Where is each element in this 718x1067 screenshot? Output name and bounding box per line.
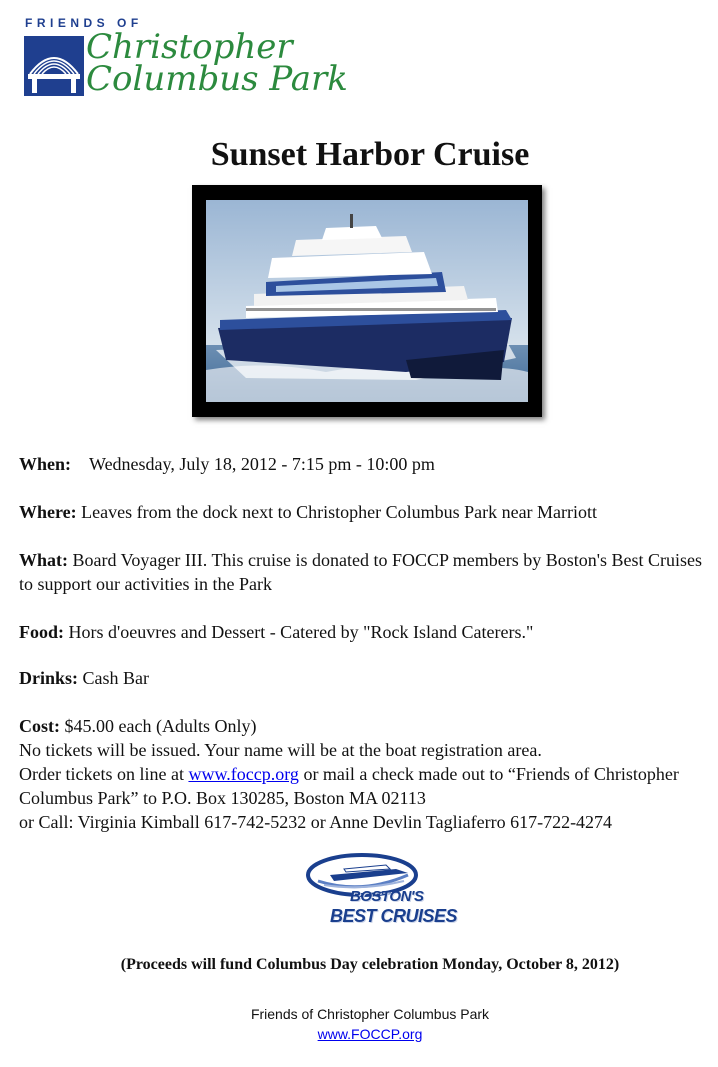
cost-row xyxy=(19,714,709,834)
logo-christopher: Christopher xyxy=(86,27,293,67)
bbc-logo-line1: BOSTON'S xyxy=(350,888,424,905)
logo-columbus-park: Columbus Park xyxy=(86,59,348,99)
call-text: or Call: Virginia Kimball 617-742-5232 or Anne Devlin Tagliaferro 617-722-4274 xyxy=(19,812,613,832)
bostons-best-cruises-logo xyxy=(304,851,458,931)
what-label: What: xyxy=(19,550,68,570)
what-row xyxy=(19,548,709,596)
foccp-link[interactable]: www.foccp.org xyxy=(188,764,299,784)
food-label: Food: xyxy=(19,622,64,642)
mail-text: or mail a check made out to “Friends of Christopher Columbus Park” to P.O. Box 130285, Boston MA 02113 xyxy=(19,764,679,808)
logo-friends-of: FRIENDS OF xyxy=(25,16,143,30)
food-row xyxy=(19,620,709,644)
drinks-row xyxy=(19,666,709,690)
drinks-text: Cash Bar xyxy=(82,668,150,688)
foccp-logo xyxy=(22,14,348,100)
footer-org-name: Friends of Christopher Columbus Park xyxy=(250,1006,490,1022)
cost-text: $45.00 each (Adults Only) xyxy=(64,716,257,736)
footer-url-link[interactable]: www.FOCCP.org xyxy=(317,1026,423,1042)
what-text: Board Voyager III. This cruise is donated to FOCCP members by Boston's Best Cruises to support our activities in the Park xyxy=(19,550,703,594)
boat-photo xyxy=(192,185,542,417)
bbc-logo-line2: BEST CRUISES xyxy=(330,906,458,926)
where-text: Leaves from the dock next to Christopher Columbus Park near Marriott xyxy=(81,502,598,522)
tickets-note: No tickets will be issued. Your name will be at the boat registration area. xyxy=(19,740,542,760)
when-label: When: xyxy=(19,454,72,474)
order-text: Order tickets on line at xyxy=(19,764,184,784)
when-text: Wednesday, July 18, 2012 - 7:15 pm - 10:00 pm xyxy=(89,454,435,474)
page-title: Sunset Harbor Cruise xyxy=(210,136,530,173)
where-row xyxy=(19,500,709,524)
where-label: Where: xyxy=(19,502,77,522)
park-pavilion-icon xyxy=(24,34,86,104)
drinks-label: Drinks: xyxy=(19,668,79,688)
catamaran-illustration xyxy=(206,200,528,402)
food-text: Hors d'oeuvres and Dessert - Catered by "Rock Island Caterers." xyxy=(68,622,534,642)
proceeds-note: (Proceeds will fund Columbus Day celebration Monday, October 8, 2012) xyxy=(120,956,620,973)
when-row xyxy=(19,452,709,476)
cost-label: Cost: xyxy=(19,716,60,736)
